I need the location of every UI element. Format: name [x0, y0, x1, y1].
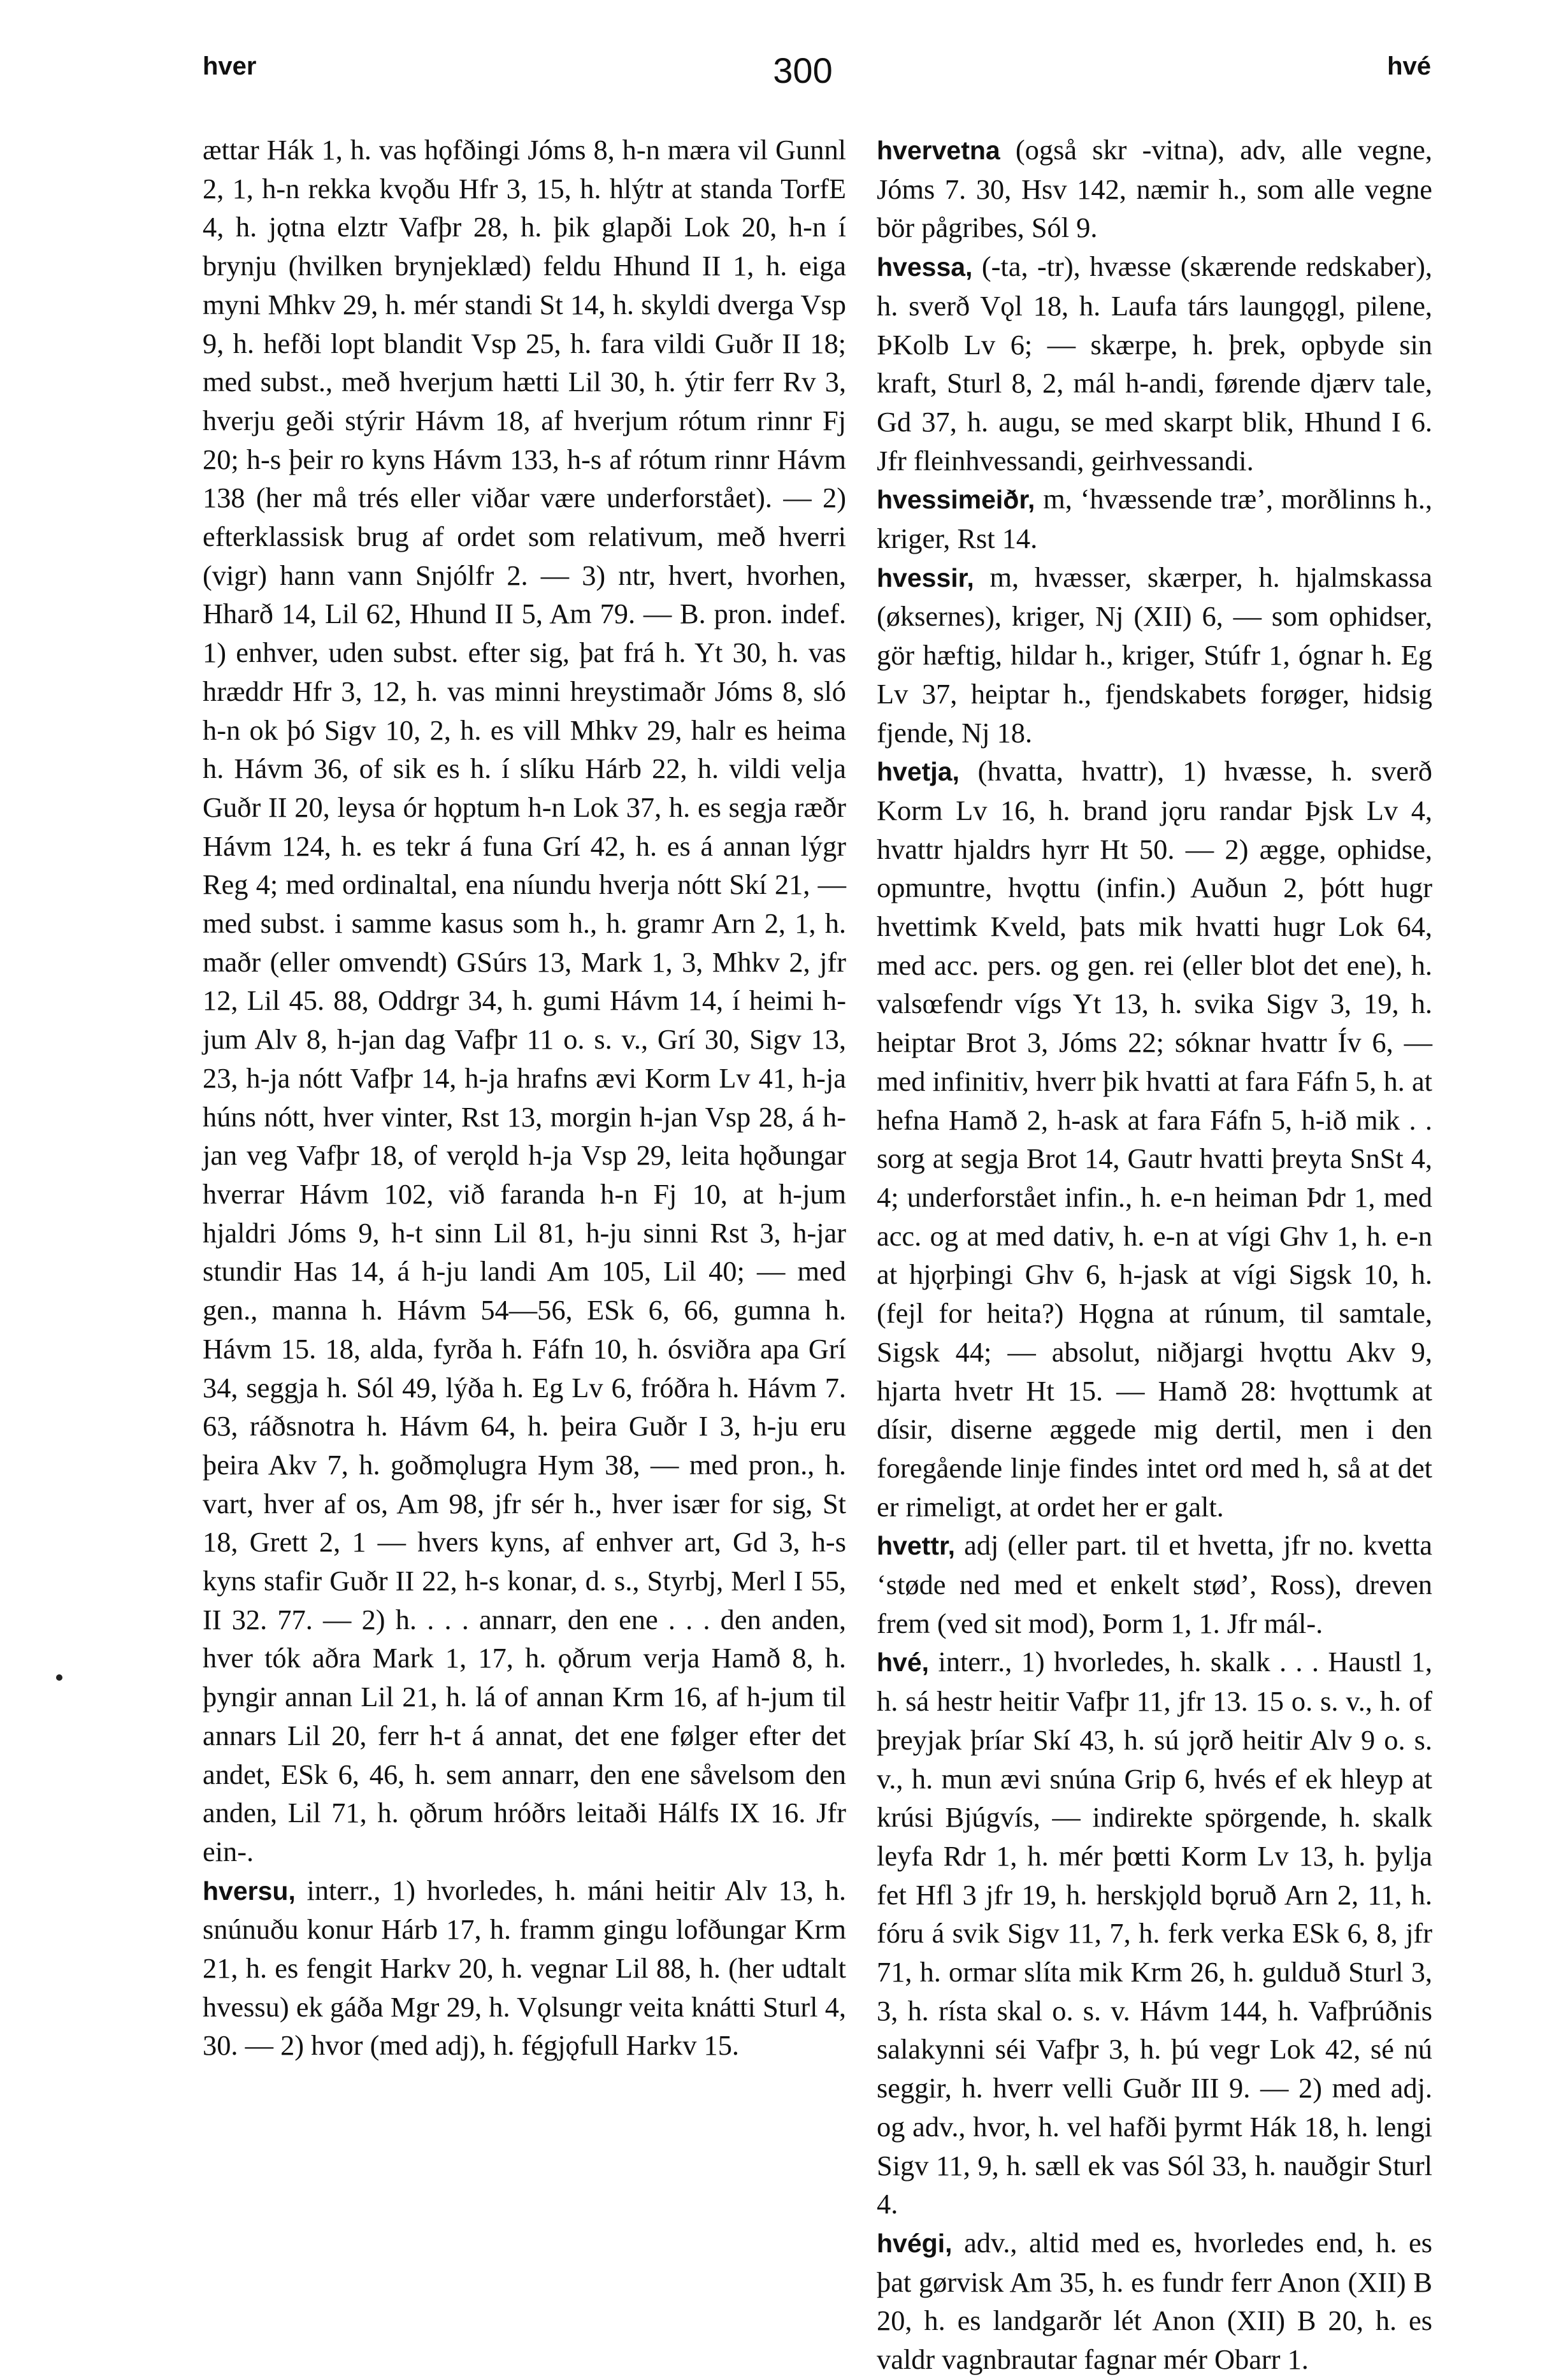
headword: hvessa, [877, 252, 973, 282]
entry-body: m, hvæsser, skærper, h. hjalmskassa (øksernes), kriger, Nj (XII) 6, — som ophidser, gör hæftig, hildar h., kriger, Stúfr 1, ógnar h. Eg Lv 37, heiptar h., fjendskabets forøger, hidsig fjende, Nj 18. [877, 561, 1432, 749]
headword: hvégi, [877, 2228, 953, 2258]
running-head-right: hvé [1387, 52, 1431, 80]
headword: hvé, [877, 1648, 930, 1678]
page-number: 300 [773, 50, 833, 90]
headword: hvettr, [877, 1531, 956, 1561]
entry [877, 752, 1432, 1526]
headword: hvetja, [877, 757, 960, 787]
left-column [203, 131, 846, 2284]
entry-body: adv., altid med es, hvorledes end, h. es þat gørvisk Am 35, h. es fundr ferr Anon (XII) B 20, h. es landgarðr lét Anon (XII) B 20, h. es valdr vagnbrautar fagnar mér Obarr 1. [877, 2226, 1432, 2376]
margin-mark [56, 1674, 62, 1681]
entry [877, 480, 1432, 557]
entry-hversu [203, 1871, 846, 2066]
headword: hvessimeiðr, [877, 485, 1035, 515]
entry-body: interr., 1) hvorledes, h. máni heitir Alv 13, h. snúnuðu konur Hárb 17, h. framm gingu lofðungar Krm 21, h. es fengit Harkv 20, h. vegnar Lil 88, h. (her udtalt hvessu) ek gáða Mgr 29, h. Vǫlsungr veita knátti Sturl 4, 30. — 2) hvor (med adj), h. fégjǫfull Harkv 15. [203, 1874, 846, 2062]
headword: hversu, [203, 1876, 296, 1906]
running-head-left: hver [203, 52, 257, 80]
right-column [877, 131, 1432, 2376]
entry [877, 1642, 1432, 2224]
entry-body: adj (eller part. til et hvetta, jfr no. kvetta ‘støde ned med et enkelt stød’, Ross), dreven frem (ved sit mod), Þorm 1, 1. Jfr mál-. [877, 1529, 1432, 1639]
entry [877, 558, 1432, 752]
entry-body: (også skr -vitna), adv, alle vegne, Jóms 7. 30, Hsv 142, næmir h., som alle vegne bör pågribes, Sól 9. [877, 134, 1432, 244]
headword: hvervetna [877, 136, 1000, 165]
entry-body: interr., 1) hvorledes, h. skalk . . . Haustl 1, h. sá hestr heitir Vafþr 11, jfr 13. 15 o. s. v., h. of þreyjak þríar Skí 43, h. sú jǫrð heitir Alv 9 o. s. v., h. mun ævi snúna Grip 6, hvés ef ek hleyp at krúsi Bjúgvís, — indirekte spörgende, h. skalk leyfa Rdr 1, h. mér þœtti Korm Lv 13, h. þylja fet Hfl 3 jfr 19, h. herskjǫld bǫruð Arn 2, 11, h. fóru á svik Sigv 11, 7, h. ferk verka ESk 6, 8, jfr 71, h. ormar slíta mik Krm 26, h. gulduð Sturl 3, 3, h. rísta skal o. s. v. Hávm 144, h. Vafþrúðnis salakynni séi Vafþr 3, h. þú vegr Lok 42, sé nú seggir, h. hverr velli Guðr III 9. — 2) med adj. og adv., hvor, h. vel hafði þyrmt Hák 18, h. lengi Sigv 11, 9, h. sæll ek vas Sól 33, h. nauðgir Sturl 4. [877, 1646, 1432, 2220]
headword: hvessir, [877, 563, 974, 593]
entry-body: (-ta, -tr), hvæsse (skærende redskaber), h. sverð Vǫl 18, h. Laufa társ laungǫgl, pilene, ÞKolb Lv 6; — skærpe, h. þrek, opbyde sin kraft, Sturl 8, 2, mál h-andi, førende djærv tale, Gd 37, h. augu, se med skarpt blik, Hhund I 6. Jfr fleinhvessandi, geirhvessandi. [877, 250, 1432, 477]
entry-body: m, ‘hvæssende træ’, morðlinns h., kriger, Rst 14. [877, 483, 1432, 555]
entry-continuation: ættar Hák 1, h. vas hǫfðingi Jóms 8, h-n mæra vil Gunnl 2, 1, h-n rekka kvǫðu Hfr 3, 15, h. hlýtr at standa TorfE 4, h. jǫtna elztr Vafþr 28, h. þik glapði Lok 20, h-n í brynju (hvilken brynjeklæd) feldu Hhund II 1, h. eiga myni Mhkv 29, h. mér standi St 14, h. skyldi dverga Vsp 9, h. hefði lopt blandit Vsp 25, h. fara vildi Guðr II 18; med subst., með hverjum hætti Lil 30, h. ýtir ferr Rv 3, hverju geði stýrir Hávm 18, af hverjum rótum rinnr Fj 20; h-s þeir ro kyns Hávm 133, h-s af rótum rinnr Hávm 138 (her må trés eller viðar være underforstået). — 2) efterklassisk brug af ordet som relativum, með hverri (vigr) hann vann Snjólfr 2. — 3) ntr, hvert, hvorhen, Hharð 14, Lil 62, Hhund II 5, Am 79. — B. pron. indef. 1) enhver, uden subst. efter sig, þat frá h. Yt 30, h. vas hræddr Hfr 3, 12, h. vas minni hreystimaðr Jóms 8, sló h-n ok þó Sigv 10, 2, h. es vill Mhkv 29, halr es heima h. Hávm 36, of sik es h. í slíku Hárb 22, h. vildi velja Guðr II 20, leysa ór hǫptum h-n Lok 37, h. es segja ræðr Hávm 124, h. es tekr á funa Grí 42, h. es á annan lýgr Reg 4; med ordinaltal, ena níundu hverja nótt Skí 21, — med subst. i samme kasus som h., h. gramr Arn 2, 1, h. maðr (eller omvendt) GSúrs 13, Mark 1, 3, Mhkv 2, jfr 12, Lil 45. 88, Oddrgr 34, h. gumi Hávm 14, í heimi h-jum Alv 8, h-jan dag Vafþr 11 o. s. v., Grí 30, Sigv 13, 23, h-ja nótt Vafþr 14, h-ja hrafns ævi Korm Lv 41, h-ja húns nótt, hver vinter, Rst 13, morgin h-jan Vsp 28, á h-jan veg Vafþr 18, of verǫld h-ja Vsp 29, leita hǫðungar hverrar Hávm 102, við faranda h-n Fj 10, at h-jum hjaldri Jóms 9, h-t sinn Lil 81, h-ju sinni Rst 3, h-jar stundir Has 14, á h-ju landi Am 105, Lil 40; — med gen., manna h. Hávm 54—56, ESk 6, 66, gumna h. Hávm 15. 18, alda, fyrða h. Fáfn 10, h. ósviðra apa Grí 34, seggja h. Sól 49, lýða h. Eg Lv 6, fróðra h. Hávm 7. 63, ráðsnotra h. Hávm 64, h. þeira Guðr I 3, h-ju eru þeira Akv 7, h. goðmǫlugra Hym 38, — med pron., h. vart, hver af os, Am 98, jfr sér h., hver især for sig, St 18, Grett 2, 1 — hvers kyns, af enhver art, Gd 3, h-s kyns stafir Guðr II 22, h-s konar, d. s., Styrbj, Merl I 55, II 32. 77. — 2) h. . . . annarr, den ene . . . den anden, hver tók aðra Mark 1, 17, h. ǫðrum verja Hamð 8, h. þyngir annan Lil 21, h. lá of annan Krm 16, af h-jum til annars Lil 20, ferr h-t á annat, det ene følger efter det andet, ESk 6, 46, h. sem annarr, den ene såvelsom den anden, Lil 71, h. ǫðrum hróðrs leitaði Hálfs IX 16. Jfr ein-. [203, 134, 846, 1867]
entry [877, 2224, 1432, 2379]
entry [877, 247, 1432, 480]
entry [877, 131, 1432, 247]
entry-body: (hvatta, hvattr), 1) hvæsse, h. sverð Korm Lv 16, h. brand jǫru randar Þjsk Lv 4, hvattr hjaldrs hyrr Ht 50. — 2) ægge, ophidse, opmuntre, hvǫttu (infin.) Auðun 2, þótt hugr hvettimk Kveld, þats mik hvatti hugr Lok 64, med acc. pers. og gen. rei (eller blot det ene), h. valsœfendr vígs Yt 13, h. svika Sigv 3, 19, h. heiptar Brot 3, Jóms 22; sóknar hvattr Ív 6, — med infinitiv, hverr þik hvatti at fara Fáfn 5, h. at hefna Hamð 2, h-ask at fara Fáfn 5, h-ið mik . . sorg at segja Brot 14, Gautr hvatti þreyta SnSt 4, 4; underforstået infin., h. e-n heiman Þdr 1, med acc. og at med dativ, h. e-n at vígi Ghv 1, h. e-n at hjǫrþingi Ghv 6, h-jask at vígi Sigsk 10, h. (fejl for heita?) Hǫgna at rúnum, til samtale, Sigsk 44; — absolut, niðjargi hvǫttu Akv 9, hjarta hvetr Ht 15. — Hamð 28: hvǫttumk at dísir, diserne æggede mig dertil, men i den foregående linje findes intet ord med h, så at det er rimeligt, at ordet her er galt. [877, 755, 1432, 1523]
entry [877, 1526, 1432, 1642]
